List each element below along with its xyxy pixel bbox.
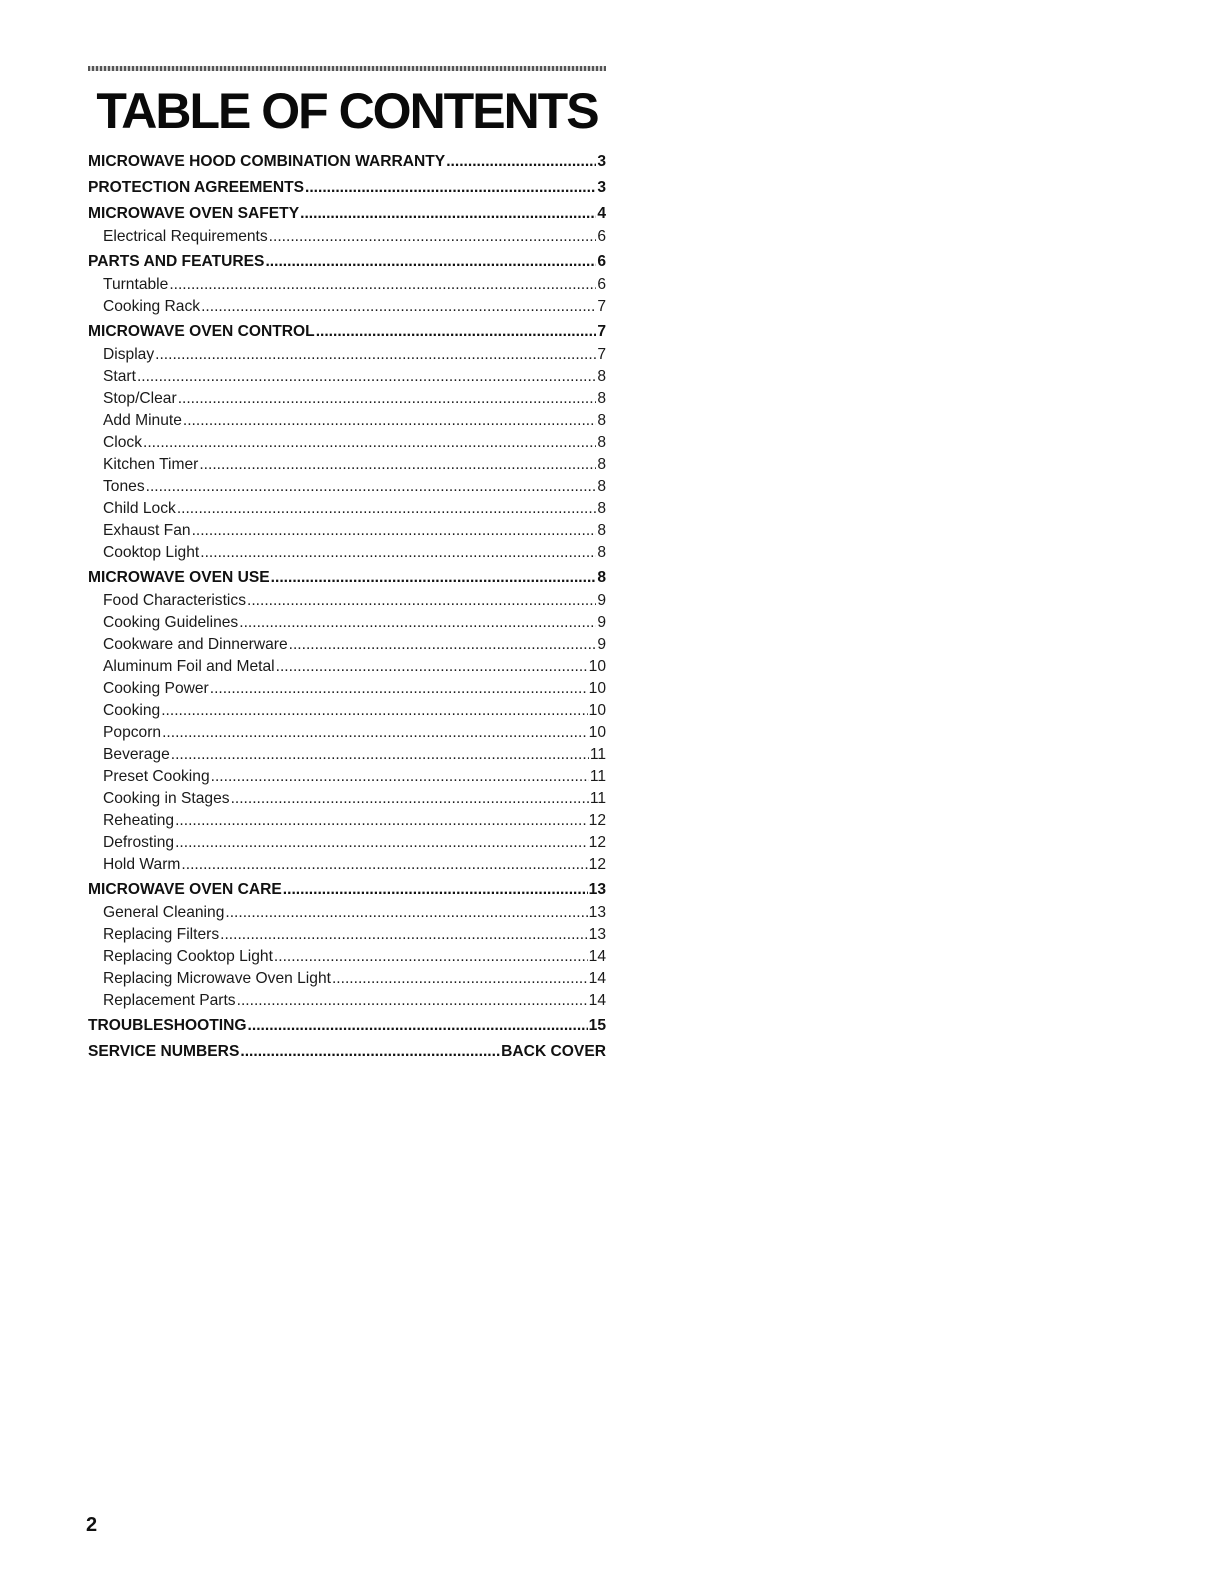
toc-entry-page: 7 [597, 346, 606, 363]
toc-entry-page: 12 [588, 856, 606, 873]
toc-entry-page: 14 [588, 948, 606, 965]
toc-entry-page: 7 [597, 323, 606, 340]
toc-entry-label: Cookware and Dinnerware [103, 636, 288, 653]
dot-leader [199, 454, 596, 476]
toc-entry-label: Add Minute [103, 412, 182, 429]
toc-entry-page: 8 [597, 569, 606, 586]
dot-leader [231, 788, 589, 810]
toc-section-entry [88, 1040, 606, 1064]
toc-subsection-entry [88, 612, 606, 634]
toc-entry-page: 8 [597, 478, 606, 495]
dot-leader [239, 612, 596, 634]
toc-subsection-entry [88, 854, 606, 876]
toc-subsection-entry [88, 296, 606, 318]
dot-leader [240, 1040, 500, 1064]
dot-leader [225, 902, 587, 924]
toc-subsection-entry [88, 226, 606, 248]
dot-leader [210, 678, 588, 700]
toc-entry-label: MICROWAVE OVEN USE [88, 569, 270, 586]
toc-subsection-entry [88, 946, 606, 968]
toc-subsection-entry [88, 902, 606, 924]
toc-subsection-entry [88, 990, 606, 1012]
toc-subsection-entry [88, 344, 606, 366]
toc-entry-label: Stop/Clear [103, 390, 177, 407]
toc-entry-page: 10 [588, 702, 606, 719]
dot-leader [192, 520, 597, 542]
toc-subsection-entry [88, 968, 606, 990]
toc-entry-page: 14 [588, 970, 606, 987]
dot-leader [289, 634, 597, 656]
dot-leader [237, 990, 588, 1012]
toc-section-entry [88, 878, 606, 902]
toc-entry-label: TROUBLESHOOTING [88, 1017, 247, 1034]
toc-entry-label: Hold Warm [103, 856, 181, 873]
toc-entry-page: 14 [588, 992, 606, 1009]
toc-entry-label: Preset Cooking [103, 768, 210, 785]
toc-entry-page: 10 [588, 724, 606, 741]
dot-leader [181, 854, 587, 876]
toc-entry-page: 8 [597, 522, 606, 539]
dot-leader [161, 700, 587, 722]
toc-entry-label: PROTECTION AGREEMENTS [88, 179, 305, 196]
toc-section-entry [88, 150, 606, 174]
toc-entry-page: 10 [588, 680, 606, 697]
toc-subsection-entry [88, 410, 606, 432]
toc-subsection-entry [88, 520, 606, 542]
toc-subsection-entry [88, 366, 606, 388]
toc-subsection-entry [88, 274, 606, 296]
toc-entry-label: Cooking [103, 702, 161, 719]
toc-subsection-entry [88, 810, 606, 832]
toc-entry-page: 8 [597, 544, 606, 561]
toc-subsection-entry [88, 656, 606, 678]
dot-leader [169, 274, 596, 296]
toc-subsection-entry [88, 388, 606, 410]
toc-subsection-entry [88, 590, 606, 612]
toc-entry-page: 11 [589, 768, 606, 785]
toc-entry-label: MICROWAVE HOOD COMBINATION WARRANTY [88, 153, 446, 170]
toc-entry-label: Cooking Guidelines [103, 614, 239, 631]
toc-entry-page: 8 [597, 500, 606, 517]
dot-leader [271, 566, 597, 590]
toc-entry-label: Turntable [103, 276, 169, 293]
toc-entry-label: MICROWAVE OVEN SAFETY [88, 205, 300, 222]
toc-subsection-entry [88, 454, 606, 476]
toc-entry-label: Display [103, 346, 155, 363]
dot-leader [137, 366, 596, 388]
toc-subsection-entry [88, 700, 606, 722]
dot-leader [177, 498, 597, 520]
dot-leader [283, 878, 588, 902]
toc-subsection-entry [88, 832, 606, 854]
toc-entry-label: Cooking Power [103, 680, 209, 697]
toc-entry-label: MICROWAVE OVEN CARE [88, 881, 282, 898]
toc-entry-page: 8 [597, 390, 606, 407]
toc-entry-page: BACK COVER [501, 1043, 606, 1060]
toc-entry-label: Clock [103, 434, 142, 451]
dot-leader [276, 656, 588, 678]
dot-leader [201, 296, 596, 318]
toc-entry-label: Defrosting [103, 834, 175, 851]
toc-entry-page: 11 [589, 746, 606, 763]
toc-entry-label: Child Lock [103, 500, 176, 517]
toc-entry-page: 15 [588, 1017, 606, 1034]
toc-entry-label: Replacing Cooktop Light [103, 948, 273, 965]
toc-entry-label: Tones [103, 478, 145, 495]
toc-subsection-entry [88, 498, 606, 520]
toc-entry-page: 13 [588, 904, 606, 921]
toc-section-entry [88, 250, 606, 274]
toc-section-entry [88, 566, 606, 590]
dot-leader [300, 202, 596, 226]
toc-entry-label: Beverage [103, 746, 170, 763]
header-rule [88, 66, 606, 71]
toc-entry-label: Popcorn [103, 724, 162, 741]
toc-entry-page: 8 [597, 434, 606, 451]
toc-subsection-entry [88, 432, 606, 454]
dot-leader [171, 744, 589, 766]
dot-leader [178, 388, 597, 410]
toc-entry-page: 11 [589, 790, 606, 807]
toc-entry-page: 4 [597, 205, 606, 222]
toc-entry-label: Electrical Requirements [103, 228, 268, 245]
toc-section-entry [88, 202, 606, 226]
toc-entry-page: 7 [597, 298, 606, 315]
toc-entry-page: 3 [597, 179, 606, 196]
dot-leader [155, 344, 596, 366]
toc-entry-label: PARTS AND FEATURES [88, 253, 265, 270]
toc-entry-page: 12 [588, 834, 606, 851]
page-title: TABLE OF CONTENTS [96, 83, 598, 139]
toc-entry-page: 3 [597, 153, 606, 170]
toc-entry-label: Replacing Microwave Oven Light [103, 970, 331, 987]
toc-entry-page: 8 [597, 412, 606, 429]
dot-leader [247, 590, 596, 612]
dot-leader [183, 410, 596, 432]
toc-entry-page: 10 [588, 658, 606, 675]
toc-subsection-entry [88, 722, 606, 744]
dot-leader [248, 1014, 588, 1038]
toc-subsection-entry [88, 744, 606, 766]
toc-entry-label: Aluminum Foil and Metal [103, 658, 275, 675]
dot-leader [175, 810, 588, 832]
dot-leader [332, 968, 588, 990]
toc-subsection-entry [88, 766, 606, 788]
toc-entry-label: Cooking in Stages [103, 790, 230, 807]
toc-entry-label: Food Characteristics [103, 592, 246, 609]
table-of-contents [88, 150, 606, 1064]
toc-subsection-entry [88, 678, 606, 700]
toc-section-entry [88, 176, 606, 200]
toc-section-entry [88, 320, 606, 344]
toc-entry-page: 6 [597, 253, 606, 270]
dot-leader [200, 542, 596, 564]
toc-entry-page: 6 [597, 276, 606, 293]
toc-entry-label: Replacing Filters [103, 926, 220, 943]
toc-entry-label: Start [103, 368, 136, 385]
dot-leader [146, 476, 597, 498]
toc-entry-page: 9 [597, 636, 606, 653]
toc-entry-page: 13 [588, 926, 606, 943]
dot-leader [305, 176, 596, 200]
toc-section-entry [88, 1014, 606, 1038]
toc-entry-label: Cooking Rack [103, 298, 201, 315]
toc-entry-label: Replacement Parts [103, 992, 236, 1009]
toc-entry-label: SERVICE NUMBERS [88, 1043, 240, 1060]
toc-subsection-entry [88, 788, 606, 810]
toc-entry-page: 6 [597, 228, 606, 245]
toc-subsection-entry [88, 634, 606, 656]
toc-entry-page: 8 [597, 368, 606, 385]
toc-entry-page: 8 [597, 456, 606, 473]
toc-entry-page: 9 [597, 614, 606, 631]
toc-entry-label: Cooktop Light [103, 544, 200, 561]
toc-subsection-entry [88, 542, 606, 564]
toc-entry-page: 13 [588, 881, 606, 898]
dot-leader [446, 150, 596, 174]
dot-leader [274, 946, 588, 968]
toc-entry-label: General Cleaning [103, 904, 225, 921]
page-number: 2 [86, 1514, 98, 1536]
toc-entry-page: 9 [597, 592, 606, 609]
dot-leader [143, 432, 596, 454]
dot-leader [269, 226, 597, 248]
toc-subsection-entry [88, 476, 606, 498]
dot-leader [175, 832, 588, 854]
dot-leader [211, 766, 589, 788]
toc-subsection-entry [88, 924, 606, 946]
toc-entry-label: Kitchen Timer [103, 456, 199, 473]
dot-leader [220, 924, 588, 946]
toc-entry-label: Reheating [103, 812, 175, 829]
dot-leader [162, 722, 588, 744]
dot-leader [265, 250, 596, 274]
toc-entry-page: 12 [588, 812, 606, 829]
toc-entry-label: Exhaust Fan [103, 522, 191, 539]
dot-leader [316, 320, 597, 344]
toc-entry-label: MICROWAVE OVEN CONTROL [88, 323, 315, 340]
